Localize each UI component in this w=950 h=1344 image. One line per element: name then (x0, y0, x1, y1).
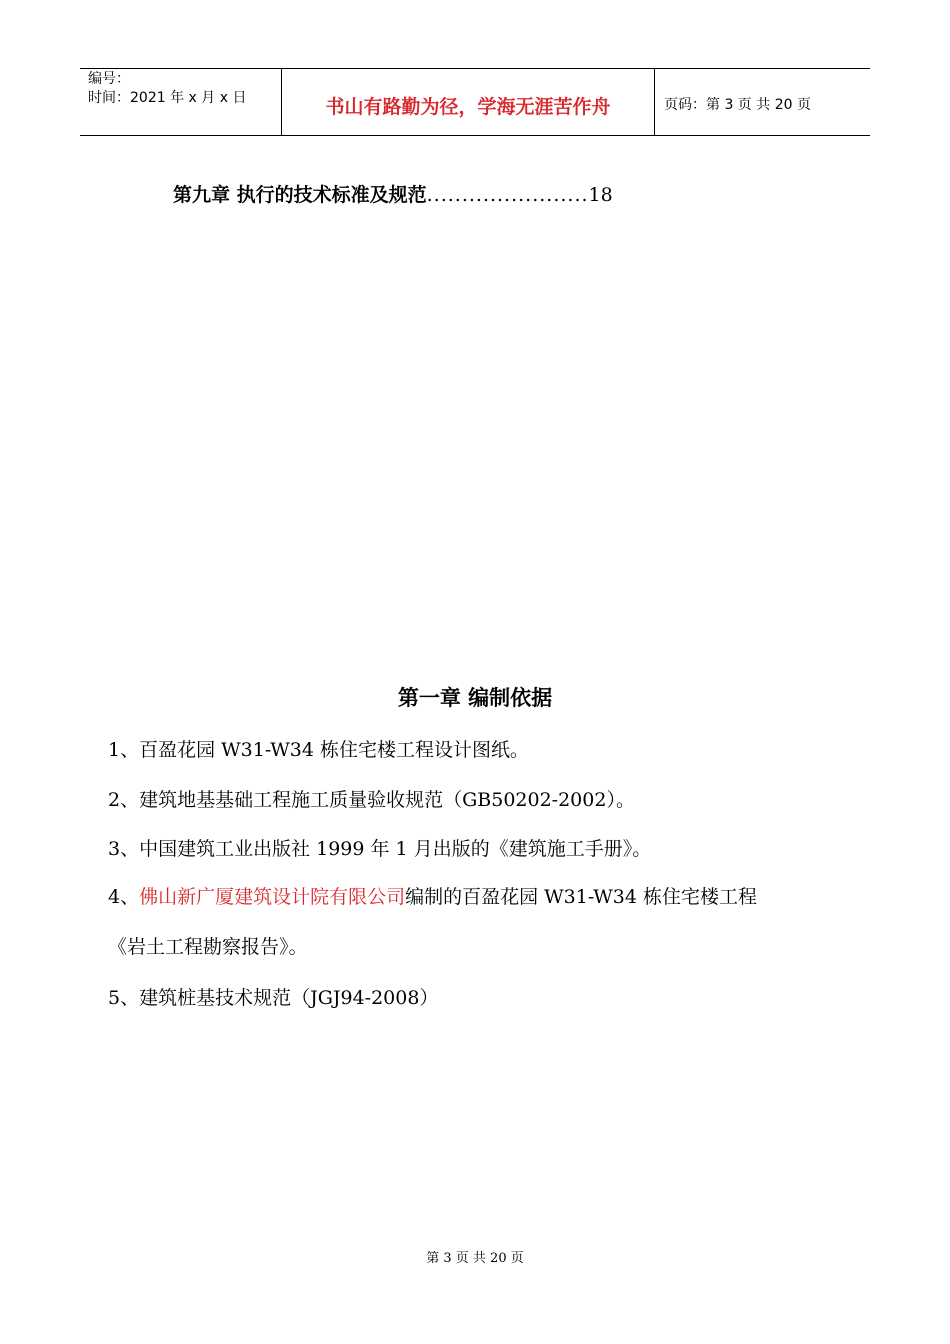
header-time-label: 时间：2021 年 x 月 x 日 (88, 90, 247, 106)
toc-entry[interactable] (173, 180, 613, 207)
header-number-label: 编号： (88, 71, 130, 87)
header-motto: 书山有路勤为径，学海无涯苦作舟 (325, 96, 611, 118)
header-meta (88, 70, 246, 108)
list-item: 5、建筑桩基技术规范（JGJ94-2008） (108, 987, 439, 1009)
list-item: 2、建筑地基基础工程施工质量验收规范（GB50202-2002）。 (108, 789, 635, 811)
chapter-heading: 第一章 编制依据 (397, 686, 553, 710)
header-bottom-rule (80, 135, 870, 136)
toc-entry-leader: ....................... (426, 184, 589, 206)
list-item-text: 编制的百盈花园 W31-W34 栋住宅楼工程 (405, 886, 757, 908)
page-footer: 第 3 页 共 20 页 (426, 1251, 524, 1266)
list-item-prefix: 4、 (108, 886, 140, 908)
header-page-info: 页码：第 3 页 共 20 页 (664, 97, 811, 113)
header-divider-2 (654, 68, 655, 135)
list-item-continuation: 《岩土工程勘察报告》。 (108, 936, 308, 958)
toc-entry-title: 第九章 执行的技术标准及规范 (173, 184, 427, 206)
header-top-rule (80, 68, 870, 69)
toc-entry-page: 18 (588, 184, 613, 206)
list-item (108, 882, 757, 909)
list-item: 1、百盈花园 W31-W34 栋住宅楼工程设计图纸。 (108, 739, 529, 761)
company-name-highlight: 佛山新广厦建筑设计院有限公司 (139, 886, 406, 908)
list-item: 3、中国建筑工业出版社 1999 年 1 月出版的《建筑施工手册》。 (108, 838, 652, 860)
